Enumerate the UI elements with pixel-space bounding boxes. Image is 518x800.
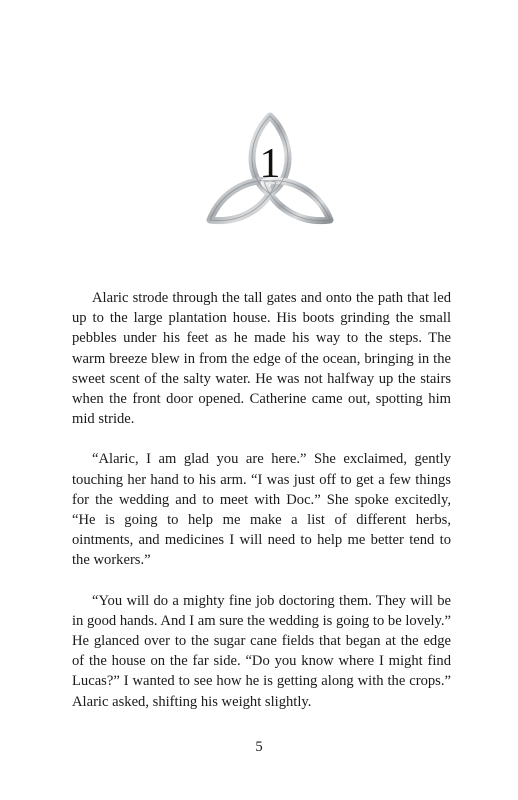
paragraph: Alaric strode through the tall gates and onto the path that led up to the large plantation house. His boots grinding the small pebbles under his feet as he made his way to the steps. The warm breeze blew in from the edge of the ocean, bringing in the sweet scent of the salty water. He was not halfway up the stairs when the front door opened. Catherine came out, spotting him mid stride.: [72, 290, 451, 428]
chapter-number: 1: [259, 141, 281, 187]
paragraph: “Alaric, I am glad you are here.” She exclaimed, gently touching her hand to his arm. “I was just off to get a few things for the wedding and to meet with Doc.” She spoke excitedly, “He is going to help me make a list of different herbs, ointments, and medicines I will need to help me better tend to the workers.”: [72, 451, 451, 569]
paragraph: “You will do a mighty fine job doctoring them. They will be in good hands. And I am sure the wedding is going to be lovely.” He glanced over to the sugar cane fields that began at the edge of the house on the far side. “Do you know where I might find Lucas?” I wanted to see how he is getting along with the crops.” Alaric asked, shifting his weight slightly.: [72, 592, 451, 710]
page-number: 5: [255, 739, 263, 755]
chapter-body: [72, 288, 451, 732]
